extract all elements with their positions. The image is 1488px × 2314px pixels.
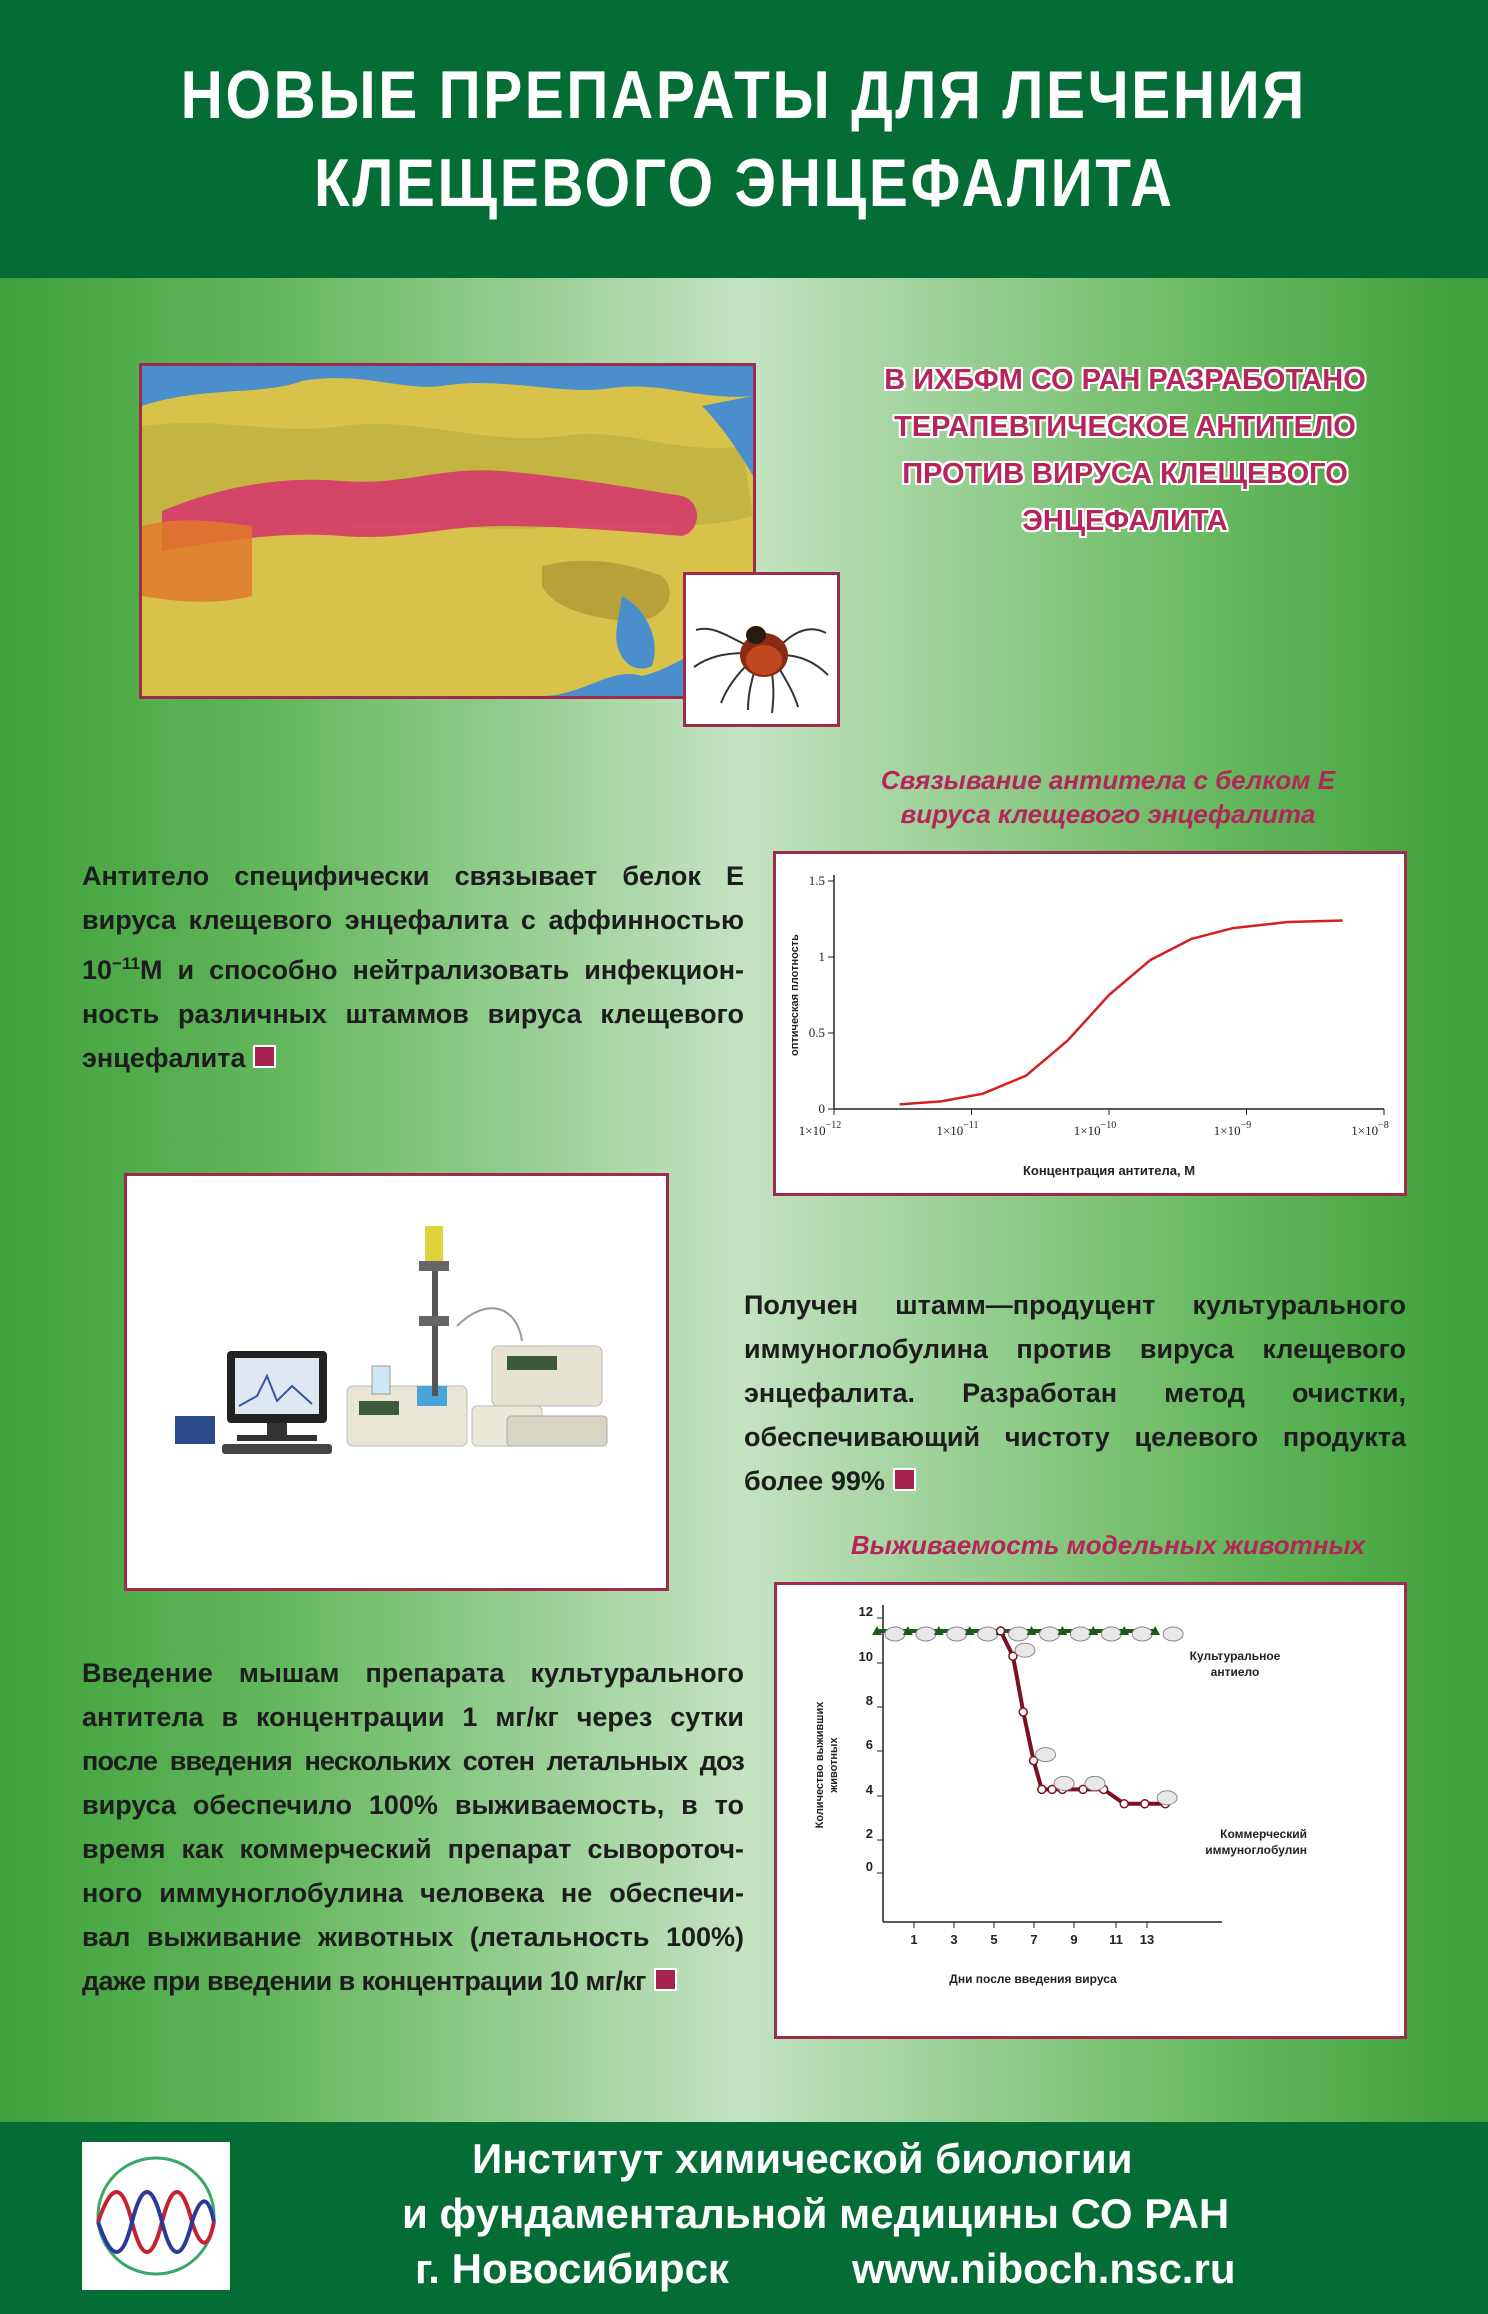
paragraph1-line2: вируса клещевого энцефалита с аффинностью: [82, 905, 744, 935]
paragraph3-line6: ного иммуноглобулина человека не обеспечи-: [82, 1878, 744, 1908]
x-tick-label: 13: [1139, 1932, 1155, 1947]
highlight-heading: [825, 357, 1425, 545]
paragraph2-line2: иммуноглобулина против вируса клещевого: [744, 1334, 1406, 1364]
x-tick-label: $1\times 10^{-10}$: [1073, 1120, 1117, 1138]
paragraph3-line3: после введения нескольких сотен летальных доз: [82, 1746, 744, 1776]
end-square-icon: [253, 1045, 276, 1068]
y-tick-label: 0: [865, 1859, 873, 1874]
tick-icon: [686, 575, 837, 724]
paragraph3-line1: Введение мышам препарата культурального: [82, 1658, 744, 1688]
binding-chart: [773, 851, 1407, 1196]
paragraph1-line1: Антитело специфически связывает белок Е: [82, 861, 744, 891]
y-tick-label: 0.5: [808, 1025, 825, 1040]
binding-chart-title-line1: Связывание антитела с белком Е: [880, 765, 1336, 795]
mouse-icon: [1085, 1776, 1105, 1790]
paragraph-antibody-binding: [82, 854, 744, 1080]
x-tick-label: 1: [910, 1932, 918, 1947]
mouse-icon: [947, 1627, 967, 1641]
paragraph1-line3-text: М и способно нейтрализовать инфекцион-: [139, 955, 744, 985]
paragraph2-line3: энцефалита. Разработан метод очистки,: [744, 1378, 1406, 1408]
paragraph-strain-producer: [744, 1283, 1406, 1503]
affinity-base: 10: [82, 955, 113, 985]
distribution-map-image: [139, 363, 756, 699]
x-tick-label: 9: [1070, 1932, 1078, 1947]
end-square-icon: [893, 1468, 916, 1491]
map-illustration: [142, 366, 753, 696]
x-tick-label: 5: [990, 1932, 998, 1947]
commercial-point: [1038, 1785, 1046, 1793]
mouse-icon: [885, 1627, 905, 1641]
mouse-icon: [916, 1627, 936, 1641]
institute-logo: [82, 2142, 230, 2290]
paragraph3-line4: вируса обеспечило 100% выживаемость, в то: [82, 1790, 744, 1820]
mouse-icon: [1040, 1627, 1060, 1641]
binding-chart-svg: [776, 854, 1404, 1193]
y-tick-label: 2: [865, 1826, 873, 1841]
y-tick-label: 10: [858, 1649, 873, 1664]
mouse-icon: [1054, 1776, 1074, 1790]
mouse-icon: [1015, 1643, 1035, 1657]
legend-commercial-line2: иммуноглобулин: [1205, 1843, 1307, 1857]
x-axis-label: Дни после введения вируса: [949, 1972, 1117, 1986]
y-tick-label: 8: [865, 1693, 873, 1708]
paragraph1-line4: ность различных штаммов вируса клещевого: [82, 999, 744, 1029]
x-tick-label: $1\times 10^{-9}$: [1213, 1120, 1252, 1138]
commercial-point: [1019, 1708, 1027, 1716]
tick-image: [683, 572, 840, 727]
commercial-point: [1141, 1800, 1149, 1808]
mouse-icon: [1163, 1627, 1183, 1641]
y-tick-label: 1.5: [808, 873, 825, 888]
affinity-exponent: −11: [112, 954, 140, 973]
highlight-line3: ПРОТИВ ВИРУСА КЛЕЩЕВОГО: [902, 458, 1348, 490]
x-tick-label: $1\times 10^{-8}$: [1351, 1120, 1389, 1138]
paragraph3-line7: вал выживание животных (летальность 100%): [82, 1922, 744, 1952]
x-tick-label: 7: [1030, 1932, 1038, 1947]
mouse-icon: [1036, 1748, 1056, 1762]
mouse-icon: [978, 1627, 998, 1641]
y-tick-label: 0: [818, 1101, 825, 1116]
paragraph3-line8-text: даже при введении в концентрации 10 мг/кг: [82, 1966, 646, 1996]
paragraph2-line1: Получен штамм—продуцент культурального: [744, 1290, 1406, 1320]
mouse-icon: [1070, 1627, 1090, 1641]
y-tick-label: 12: [858, 1604, 873, 1619]
legend-cultural-line1: Культуральное: [1189, 1649, 1281, 1663]
highlight-line1: В ИХБФМ СО РАН РАЗРАБОТАНО: [884, 364, 1366, 396]
paragraph1-line5-text: энцефалита: [82, 1043, 246, 1073]
survival-chart: [774, 1582, 1407, 2039]
legend-commercial-line1: Коммерческий: [1220, 1827, 1307, 1841]
paragraph-survival-results: [82, 1651, 744, 2003]
binding-chart-title-line2: вируса клещевого энцефалита: [900, 799, 1316, 829]
institute-name-line1: Институт химической биологии: [472, 2135, 1133, 2182]
mouse-icon: [1157, 1791, 1177, 1805]
paragraph1-line3: [82, 942, 744, 992]
paragraph2-line4: обеспечивающий чистоту целевого продукта: [744, 1422, 1406, 1452]
x-tick-label: 11: [1109, 1932, 1123, 1947]
y-tick-label: 6: [865, 1737, 873, 1752]
mouse-icon: [1009, 1627, 1029, 1641]
institute-name-line2: и фундаментальной медицины СО РАН: [402, 2190, 1230, 2237]
y-tick-label: 4: [865, 1782, 873, 1797]
x-tick-label: $1\times 10^{-12}$: [798, 1120, 842, 1138]
institute-url[interactable]: www.niboch.nsc.ru: [852, 2245, 1236, 2292]
commercial-point: [997, 1627, 1005, 1635]
survival-chart-title: Выживаемость модельных животных: [850, 1530, 1366, 1560]
y-axis-label-line2: животных: [828, 1737, 840, 1793]
highlight-line2: ТЕРАПЕВТИЧЕСКОЕ АНТИТЕЛО: [894, 411, 1356, 443]
y-axis-label: оптическая плотность: [789, 934, 801, 1056]
x-axis-label: Концентрация антитела, М: [1022, 1163, 1196, 1178]
binding-chart-title: [778, 763, 1438, 831]
x-tick-label: 3: [950, 1932, 958, 1947]
mouse-icon: [1132, 1627, 1152, 1641]
highlight-line4: ЭНЦЕФАЛИТА: [1022, 505, 1228, 537]
paragraph1-line5: [82, 1036, 744, 1080]
y-axis-label-line1: Количество выживших: [814, 1701, 826, 1829]
institute-city: г. Новосибирск: [415, 2245, 729, 2292]
survival-chart-svg: [777, 1585, 1404, 2036]
mouse-icon: [1101, 1627, 1121, 1641]
commercial-point: [1120, 1800, 1128, 1808]
legend-cultural-line2: антиело: [1210, 1665, 1260, 1679]
end-square-icon: [654, 1968, 677, 1991]
paragraph3-line5: время как коммерческий препарат сывороточ-: [82, 1834, 744, 1864]
page-title-line1: НОВЫЕ ПРЕПАРАТЫ ДЛЯ ЛЕЧЕНИЯ: [180, 57, 1308, 133]
paragraph2-line5-text: более 99%: [744, 1466, 885, 1496]
paragraph2-line5: [744, 1459, 1406, 1503]
x-tick-label: $1\times 10^{-11}$: [936, 1120, 979, 1138]
page-title-line2: КЛЕЩЕВОГО ЭНЦЕФАЛИТА: [313, 145, 1175, 221]
binding-curve-line: [900, 921, 1343, 1105]
lab-equipment-image: [124, 1173, 669, 1591]
y-tick-label: 1: [818, 949, 825, 964]
paragraph3-line8: [82, 1959, 744, 2003]
poster-header: [0, 0, 1488, 278]
dna-helix-logo-icon: [82, 2142, 230, 2290]
chromatography-system-illustration: [127, 1176, 666, 1588]
paragraph3-line2: антитела в концентрации 1 мг/кг через сутки: [82, 1702, 744, 1732]
